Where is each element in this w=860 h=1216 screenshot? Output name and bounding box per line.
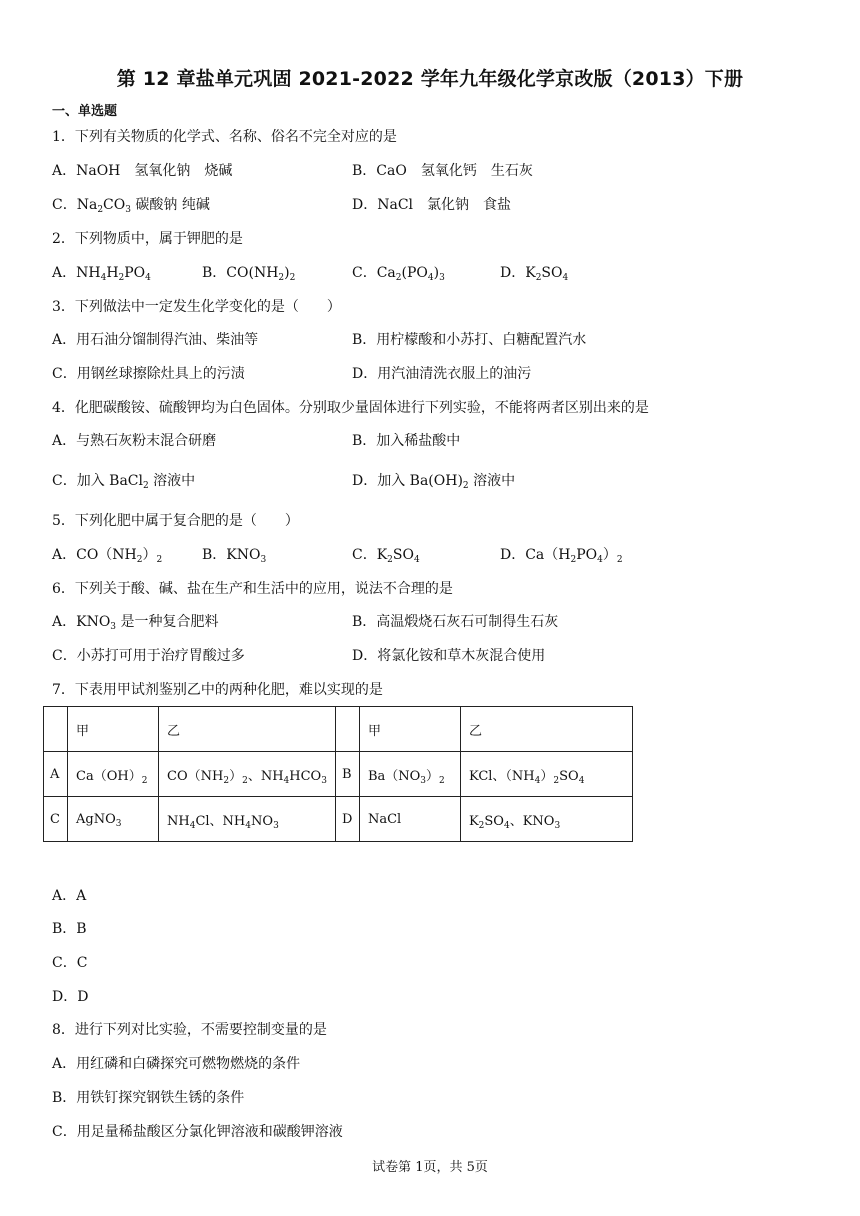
question-5-option-b[interactable]: B．$KNO_3$ [202,547,267,565]
question-6-option-d[interactable]: D．将氯化铵和草木灰混合使用 [352,648,546,664]
question-1-option-d[interactable]: D．NaCl 氯化钠 食盐 [352,197,512,213]
question-7-option-b[interactable]: B．B [52,921,87,937]
question-6-option-b[interactable]: B．高温煅烧石灰石可制得生石灰 [352,614,559,630]
table-row-key: D [335,797,359,842]
table-cell: KCl、$(NH_4)_2SO_4$ [460,752,632,797]
table-header-jia: 甲 [359,707,460,752]
page-footer: 试卷第 1页，共 5页 [372,1160,488,1175]
section-heading: 一、单选题 [52,104,118,119]
table-cell: $NH_4Cl$、$NH_4NO_3$ [159,797,336,842]
table-row [44,707,633,752]
question-8-stem: 8．进行下列对比实验，不需要控制变量的是 [52,1022,327,1038]
table-cell: NaCl [359,797,460,842]
question-4-option-a[interactable]: A．与熟石灰粉末混合研磨 [52,433,217,449]
question-6-option-a[interactable]: A．$KNO_3$ 是一种复合肥料 [52,614,219,632]
question-3-option-b[interactable]: B．用柠檬酸和小苏打、白糖配置汽水 [352,332,587,348]
table-cell [335,707,359,752]
question-8-option-c[interactable]: C．用足量稀盐酸区分氯化钾溶液和碳酸钾溶液 [52,1124,343,1140]
question-2-stem: 2．下列物质中，属于钾肥的是 [52,231,243,247]
question-3-option-d[interactable]: D．用汽油清洗衣服上的油污 [352,366,532,382]
question-5-option-a[interactable]: A．$CO(NH_2)_2$ [52,547,163,565]
question-1-option-c[interactable]: C．$Na_2CO_3$ 碳酸钠 纯碱 [52,197,210,215]
table-header-yi: 乙 [159,707,336,752]
table-row-key: C [44,797,68,842]
table-cell: AgNO$_3$ [68,797,159,842]
question-1-option-b[interactable]: B．CaO 氢氧化钙 生石灰 [352,163,533,179]
question-4-stem: 4．化肥碳酸铵、硫酸钾均为白色固体。分别取少量固体进行下列实验，不能将两者区别出来的是 [52,400,649,416]
question-8-option-a[interactable]: A．用红磷和白磷探究可燃物燃烧的条件 [52,1056,301,1072]
question-7-stem: 7．下表用甲试剂鉴别乙中的两种化肥，难以实现的是 [52,682,383,698]
question-2-option-b[interactable]: B．$CO(NH_2)_2$ [202,265,296,283]
table-row-key: A [44,752,68,797]
question-1-stem: 1．下列有关物质的化学式、名称、俗名不完全对应的是 [52,129,397,145]
table-cell: $CO(NH_2)_2$、$NH_4HCO_3$ [159,752,336,797]
table-cell: $Ba(NO_3)_2$ [359,752,460,797]
question-8-option-b[interactable]: B．用铁钉探究钢铁生锈的条件 [52,1090,245,1106]
question-6-option-c[interactable]: C．小苏打可用于治疗胃酸过多 [52,648,245,664]
table-cell: $Ca(OH)_2$ [68,752,159,797]
question-4-option-c[interactable]: C．加入 BaCl$_2$ 溶液中 [52,473,196,491]
question-5-option-c[interactable]: C．$K_2SO_4$ [352,547,420,565]
question-3-stem: 3．下列做法中一定发生化学变化的是（ ） [52,299,341,315]
page-title: 第 12 章盐单元巩固 2021-2022 学年九年级化学京改版（2013）下册 [116,68,744,90]
table-cell: $K_2SO_4$、$KNO_3$ [460,797,632,842]
question-3-option-c[interactable]: C．用钢丝球擦除灶具上的污渍 [52,366,245,382]
question-1-option-a[interactable]: A．NaOH 氢氧化钠 烧碱 [52,163,233,179]
question-4-option-b[interactable]: B．加入稀盐酸中 [352,433,461,449]
table-cell [44,707,68,752]
question-2-option-a[interactable]: A．$NH_4H_2PO_4$ [52,265,151,283]
question-5-stem: 5．下列化肥中属于复合肥的是（ ） [52,513,299,529]
question-3-option-a[interactable]: A．用石油分馏制得汽油、柴油等 [52,332,259,348]
question-7-option-a[interactable]: A．A [52,888,87,904]
table-row [44,797,633,842]
question-4-option-d[interactable]: D．加入 $Ba(OH)_2$ 溶液中 [352,473,516,491]
table-header-yi: 乙 [460,707,632,752]
question-7-table [43,706,633,842]
table-header-jia: 甲 [68,707,159,752]
table-row [44,752,633,797]
question-5-option-d[interactable]: D．$Ca(H_2PO_4)_2$ [500,547,623,565]
question-7-option-d[interactable]: D．D [52,989,89,1005]
question-2-option-d[interactable]: D．$K_2SO_4$ [500,265,569,283]
table-row-key: B [335,752,359,797]
question-7-option-c[interactable]: C．C [52,955,88,971]
question-6-stem: 6．下列关于酸、碱、盐在生产和生活中的应用，说法不合理的是 [52,581,453,597]
question-2-option-c[interactable]: C．$Ca_2(PO_4)_3$ [352,265,445,283]
